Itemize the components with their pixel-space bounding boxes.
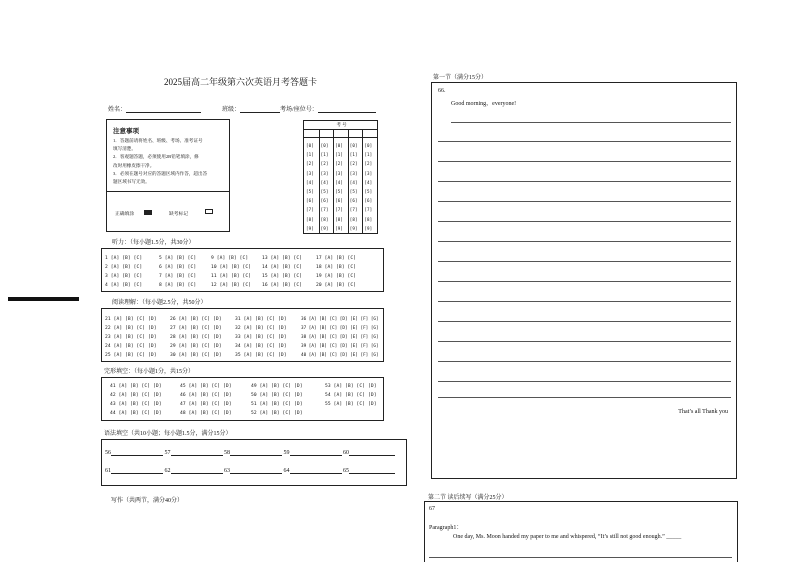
answer-group[interactable]: 21 [A] [B] [C] [D] 22 [A] [B] [C] [D] 23 [A] [B] [C] [D] 24 [A] [B] [C] [D] 25 [A] [B] [C] [D]: [105, 317, 157, 358]
grammar-row: 56 57 58 59 60: [105, 449, 395, 456]
question-number: 66.: [438, 88, 446, 94]
notes-line: 2．客观题答题，必须使用2B铅笔填涂，修: [113, 154, 199, 160]
answer-group[interactable]: 49 [A] [B] [C] [D] 50 [A] [B] [C] [D] 51 [A] [B] [C] [D] 52 [A] [B] [C] [D]: [251, 384, 303, 416]
exam-digit-column[interactable]: [0] [1] [2] [3] [4] [5] [6] [7] [8] [9]: [349, 143, 358, 231]
blank-field[interactable]: [111, 467, 163, 474]
notes-text: [113, 137, 228, 186]
exam-seat-label: 考场/座位号：: [280, 107, 318, 113]
exam-seat-field[interactable]: [318, 106, 376, 113]
part2-writing-box[interactable]: [424, 501, 738, 562]
blank-field[interactable]: [349, 449, 395, 456]
notes-line: 题区域书写无效。: [113, 179, 150, 185]
answer-group[interactable]: 17 [A] [B] [C] 18 [A] [B] [C] 19 [A] [B] [C] 20 [A] [B] [C]: [316, 256, 357, 288]
exam-digit-column[interactable]: [0] [1] [2] [3] [4] [5] [6] [7] [8] [9]: [306, 143, 314, 231]
grammar-answer-box: [101, 439, 407, 486]
answer-group[interactable]: 41 [A] [B] [C] [D] 42 [A] [B] [C] [D] 43 [A] [B] [C] [D] 44 [A] [B] [C] [D]: [110, 384, 162, 416]
notes-line: 3．必须在题号对应的答题区域内作答，超出答: [113, 170, 208, 176]
exam-digit-column[interactable]: [0] [1] [2] [3] [4] [5] [6] [7] [8] [9]: [320, 143, 329, 231]
name-label: 姓名：: [108, 107, 127, 113]
listening-title: 听力：（每小题1.5分，共30分）: [112, 240, 195, 246]
notes-heading: 注意事项: [113, 128, 139, 135]
question-number: 67: [429, 506, 435, 512]
name-field[interactable]: [126, 106, 201, 113]
blank-field[interactable]: [230, 449, 282, 456]
answer-group[interactable]: 1 [A] [B] [C] 2 [A] [B] [C] 3 [A] [B] [C] 4 [A] [B] [C]: [105, 256, 143, 288]
blank-field[interactable]: [349, 467, 395, 474]
answer-group[interactable]: 26 [A] [B] [C] [D] 27 [A] [B] [C] [D] 28 [A] [B] [C] [D] 29 [A] [B] [C] [D] 30 [A] [B] [C] [D]: [170, 317, 222, 358]
greeting-text: Good morning，everyone!: [451, 101, 517, 107]
answer-group[interactable]: 5 [A] [B] [C] 6 [A] [B] [C] 7 [A] [B] [C] 8 [A] [B] [C]: [159, 256, 197, 288]
notes-divider: [107, 191, 229, 192]
class-label: 班级：: [222, 107, 241, 113]
blank-field[interactable]: [171, 449, 223, 456]
blank-field[interactable]: [171, 467, 223, 474]
answer-group[interactable]: 45 [A] [B] [C] [D] 46 [A] [B] [C] [D] 47 [A] [B] [C] [D] 48 [A] [B] [C] [D]: [180, 384, 232, 416]
student-info-line: [108, 104, 376, 113]
writing-title: 写作（共两节，满分40分）: [111, 498, 184, 504]
notes-line: 改时用橡皮擦干净。: [113, 162, 155, 168]
first-sentence: One day, Ms. Moon handed my paper to me and whispered, “It’s still not good enough.” _____: [453, 534, 682, 540]
closing-text: That’s all Thank you: [678, 409, 728, 415]
part1-title: 第一节（满分15分）: [433, 75, 488, 81]
blank-field[interactable]: [290, 449, 342, 456]
grammar-title: 语法填空（共10小题；每小题1.5分，满分15分）: [104, 431, 232, 437]
margin-bar: [8, 297, 79, 301]
part1-writing-box[interactable]: [431, 82, 737, 479]
notes-box: [106, 119, 230, 232]
blank-field[interactable]: [230, 467, 282, 474]
exam-number-label: 考 号: [336, 122, 347, 127]
blank-field[interactable]: [111, 449, 163, 456]
blank-field[interactable]: [290, 467, 342, 474]
cloze-answer-box: [101, 377, 384, 421]
exam-digit-column[interactable]: [0] [1] [2] [3] [4] [5] [6] [7] [8] [9]: [335, 143, 344, 231]
answer-group[interactable]: 9 [A] [B] [C] 10 [A] [B] [C] 11 [A] [B] [C] 12 [A] [B] [C]: [211, 256, 252, 288]
part2-title: 第二节 读后续写（满分25分）: [428, 495, 508, 501]
exam-number-grid: [303, 120, 378, 234]
cloze-title: 完形填空：（每小题1分，共15分）: [104, 369, 195, 375]
reading-answer-box: [101, 308, 384, 362]
absent-checkbox[interactable]: [205, 209, 213, 214]
notes-line: 1．答题前请将姓名、班级、考场、准考证号: [113, 138, 203, 143]
correct-fill-label: 正确填涂: [115, 212, 135, 217]
reading-title: 阅读理解：（每小题2.5分，共50分）: [112, 300, 207, 306]
filled-mark-icon: [144, 210, 152, 215]
page-title: 2025届高二年级第六次英语月考答题卡: [164, 77, 318, 87]
answer-group[interactable]: 53 [A] [B] [C] [D] 54 [A] [B] [C] [D] 55 [A] [B] [C] [D]: [325, 384, 377, 407]
grammar-row: 61 62 63 64 65: [105, 467, 395, 474]
exam-digit-column[interactable]: [0] [1] [2] [3] [4] [5] [6] [7] [8] [9]: [364, 143, 373, 231]
class-field[interactable]: [240, 106, 280, 113]
paragraph-label: Paragraph1：: [429, 525, 463, 531]
answer-group[interactable]: 13 [A] [B] [C] 14 [A] [B] [C] 15 [A] [B] [C] 16 [A] [B] [C]: [262, 256, 303, 288]
listening-answer-box: [101, 248, 384, 292]
answer-group[interactable]: 31 [A] [B] [C] [D] 32 [A] [B] [C] [D] 33 [A] [B] [C] [D] 34 [A] [B] [C] [D] 35 [A] [B] [C] [D]: [235, 317, 287, 358]
absent-mark-label: 缺考标记: [169, 212, 189, 217]
answer-group[interactable]: 36 [A] [B] [C] [D] [E] [F] [G] 37 [A] [B] [C] [D] [E] [F] [G] 38 [A] [B] [C] [D] [E] [F] [G] 39 [A] [B] [C] [D] [E] [F] [G] 40 [A] [B] [C] [D] [E] [F] [G]: [301, 317, 379, 358]
notes-line: 填写清楚。: [113, 146, 136, 152]
